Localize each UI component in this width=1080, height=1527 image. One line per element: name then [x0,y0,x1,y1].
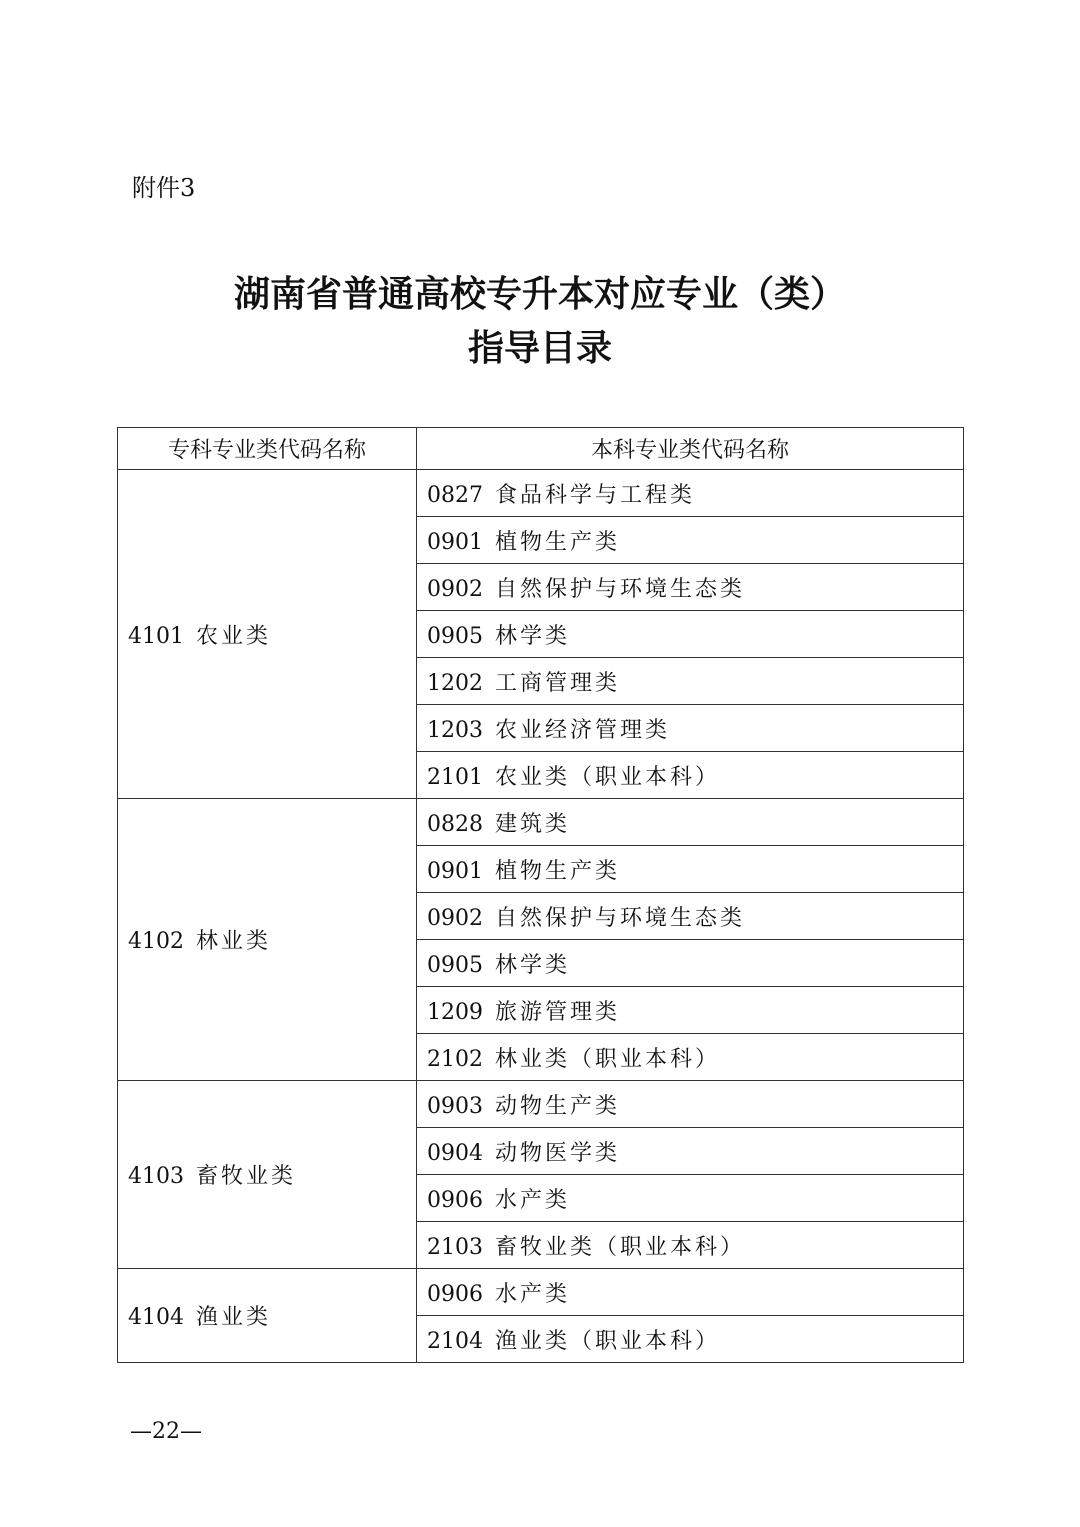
associate-major-name: 渔业类 [196,1305,272,1330]
bachelor-major-code: 0828 [427,811,483,837]
bachelor-major-name: 动物医学类 [495,1140,621,1166]
bachelor-major-name: 水产类 [495,1281,571,1307]
bachelor-major-code: 2104 [427,1328,483,1354]
bachelor-major-name: 工商管理类 [495,670,621,696]
attachment-label: 附件3 [132,174,196,202]
bachelor-major-cell [417,1316,964,1363]
document-title-line1: 湖南省普通高校专升本对应专业（类） [233,273,846,315]
bachelor-major-code: 2103 [427,1234,483,1260]
bachelor-major-name: 自然保护与环境生态类 [495,905,746,931]
bachelor-major-code: 0903 [427,1093,483,1119]
bachelor-major-cell [417,1034,964,1081]
bachelor-major-name: 旅游管理类 [495,999,621,1025]
bachelor-major-code: 0906 [427,1187,483,1213]
associate-major-name: 农业类 [196,623,272,649]
bachelor-major-name: 农业类（职业本科） [495,764,721,790]
associate-major-cell [118,799,417,1081]
associate-major-code: 4104 [128,1305,184,1330]
associate-major-name: 林业类 [196,929,272,954]
associate-major-cell [118,1269,417,1363]
table-row [118,1269,964,1316]
table-row [118,1081,964,1128]
bachelor-major-code: 2102 [427,1046,483,1072]
bachelor-major-cell [417,846,964,893]
table-row [118,799,964,846]
bachelor-major-code: 1202 [427,670,483,696]
bachelor-major-code: 0905 [427,623,483,649]
bachelor-major-code: 0902 [427,905,483,931]
bachelor-major-cell [417,611,964,658]
bachelor-major-name: 林业类（职业本科） [495,1046,721,1072]
bachelor-major-name: 农业经济管理类 [495,717,671,743]
bachelor-major-name: 渔业类（职业本科） [495,1328,721,1354]
bachelor-major-cell [417,1081,964,1128]
bachelor-major-code: 0905 [427,952,483,978]
associate-major-code: 4101 [128,623,184,649]
page-number: —22— [130,1419,202,1444]
bachelor-major-code: 1203 [427,717,483,743]
bachelor-major-code: 2101 [427,764,483,790]
bachelor-major-cell [417,799,964,846]
bachelor-major-name: 植物生产类 [495,858,621,884]
bachelor-major-name: 食品科学与工程类 [495,482,696,508]
bachelor-major-code: 0906 [427,1281,483,1307]
bachelor-major-code: 0901 [427,858,483,884]
table-row [118,470,964,517]
bachelor-major-cell [417,893,964,940]
associate-major-name: 畜牧业类 [196,1164,297,1189]
associate-major-code: 4102 [128,929,184,954]
bachelor-major-cell [417,517,964,564]
bachelor-major-name: 林学类 [495,623,571,649]
bachelor-major-cell [417,470,964,517]
bachelor-major-cell [417,1128,964,1175]
bachelor-major-cell [417,658,964,705]
bachelor-major-cell [417,752,964,799]
bachelor-major-name: 林学类 [495,952,571,978]
bachelor-major-name: 建筑类 [495,811,571,837]
bachelor-major-cell [417,1222,964,1269]
document-title-line2: 指导目录 [467,327,612,369]
header-bachelor-major: 本科专业类代码名称 [417,428,964,470]
bachelor-major-name: 植物生产类 [495,529,621,555]
bachelor-major-cell [417,987,964,1034]
bachelor-major-code: 1209 [427,999,483,1025]
associate-major-code: 4103 [128,1164,184,1189]
bachelor-major-code: 0904 [427,1140,483,1166]
bachelor-major-name: 自然保护与环境生态类 [495,576,746,602]
bachelor-major-name: 动物生产类 [495,1093,621,1119]
bachelor-major-cell [417,564,964,611]
table-header-row [118,428,964,470]
bachelor-major-code: 0827 [427,482,483,508]
bachelor-major-cell [417,1269,964,1316]
header-associate-major: 专科专业类代码名称 [118,428,417,470]
bachelor-major-cell [417,1175,964,1222]
major-catalog-table [117,427,964,1363]
bachelor-major-code: 0901 [427,529,483,555]
bachelor-major-name: 畜牧业类（职业本科） [495,1234,746,1260]
table-body [118,470,964,1363]
bachelor-major-cell [417,940,964,987]
bachelor-major-code: 0902 [427,576,483,602]
associate-major-cell [118,1081,417,1269]
bachelor-major-name: 水产类 [495,1187,571,1213]
bachelor-major-cell [417,705,964,752]
associate-major-cell [118,470,417,799]
